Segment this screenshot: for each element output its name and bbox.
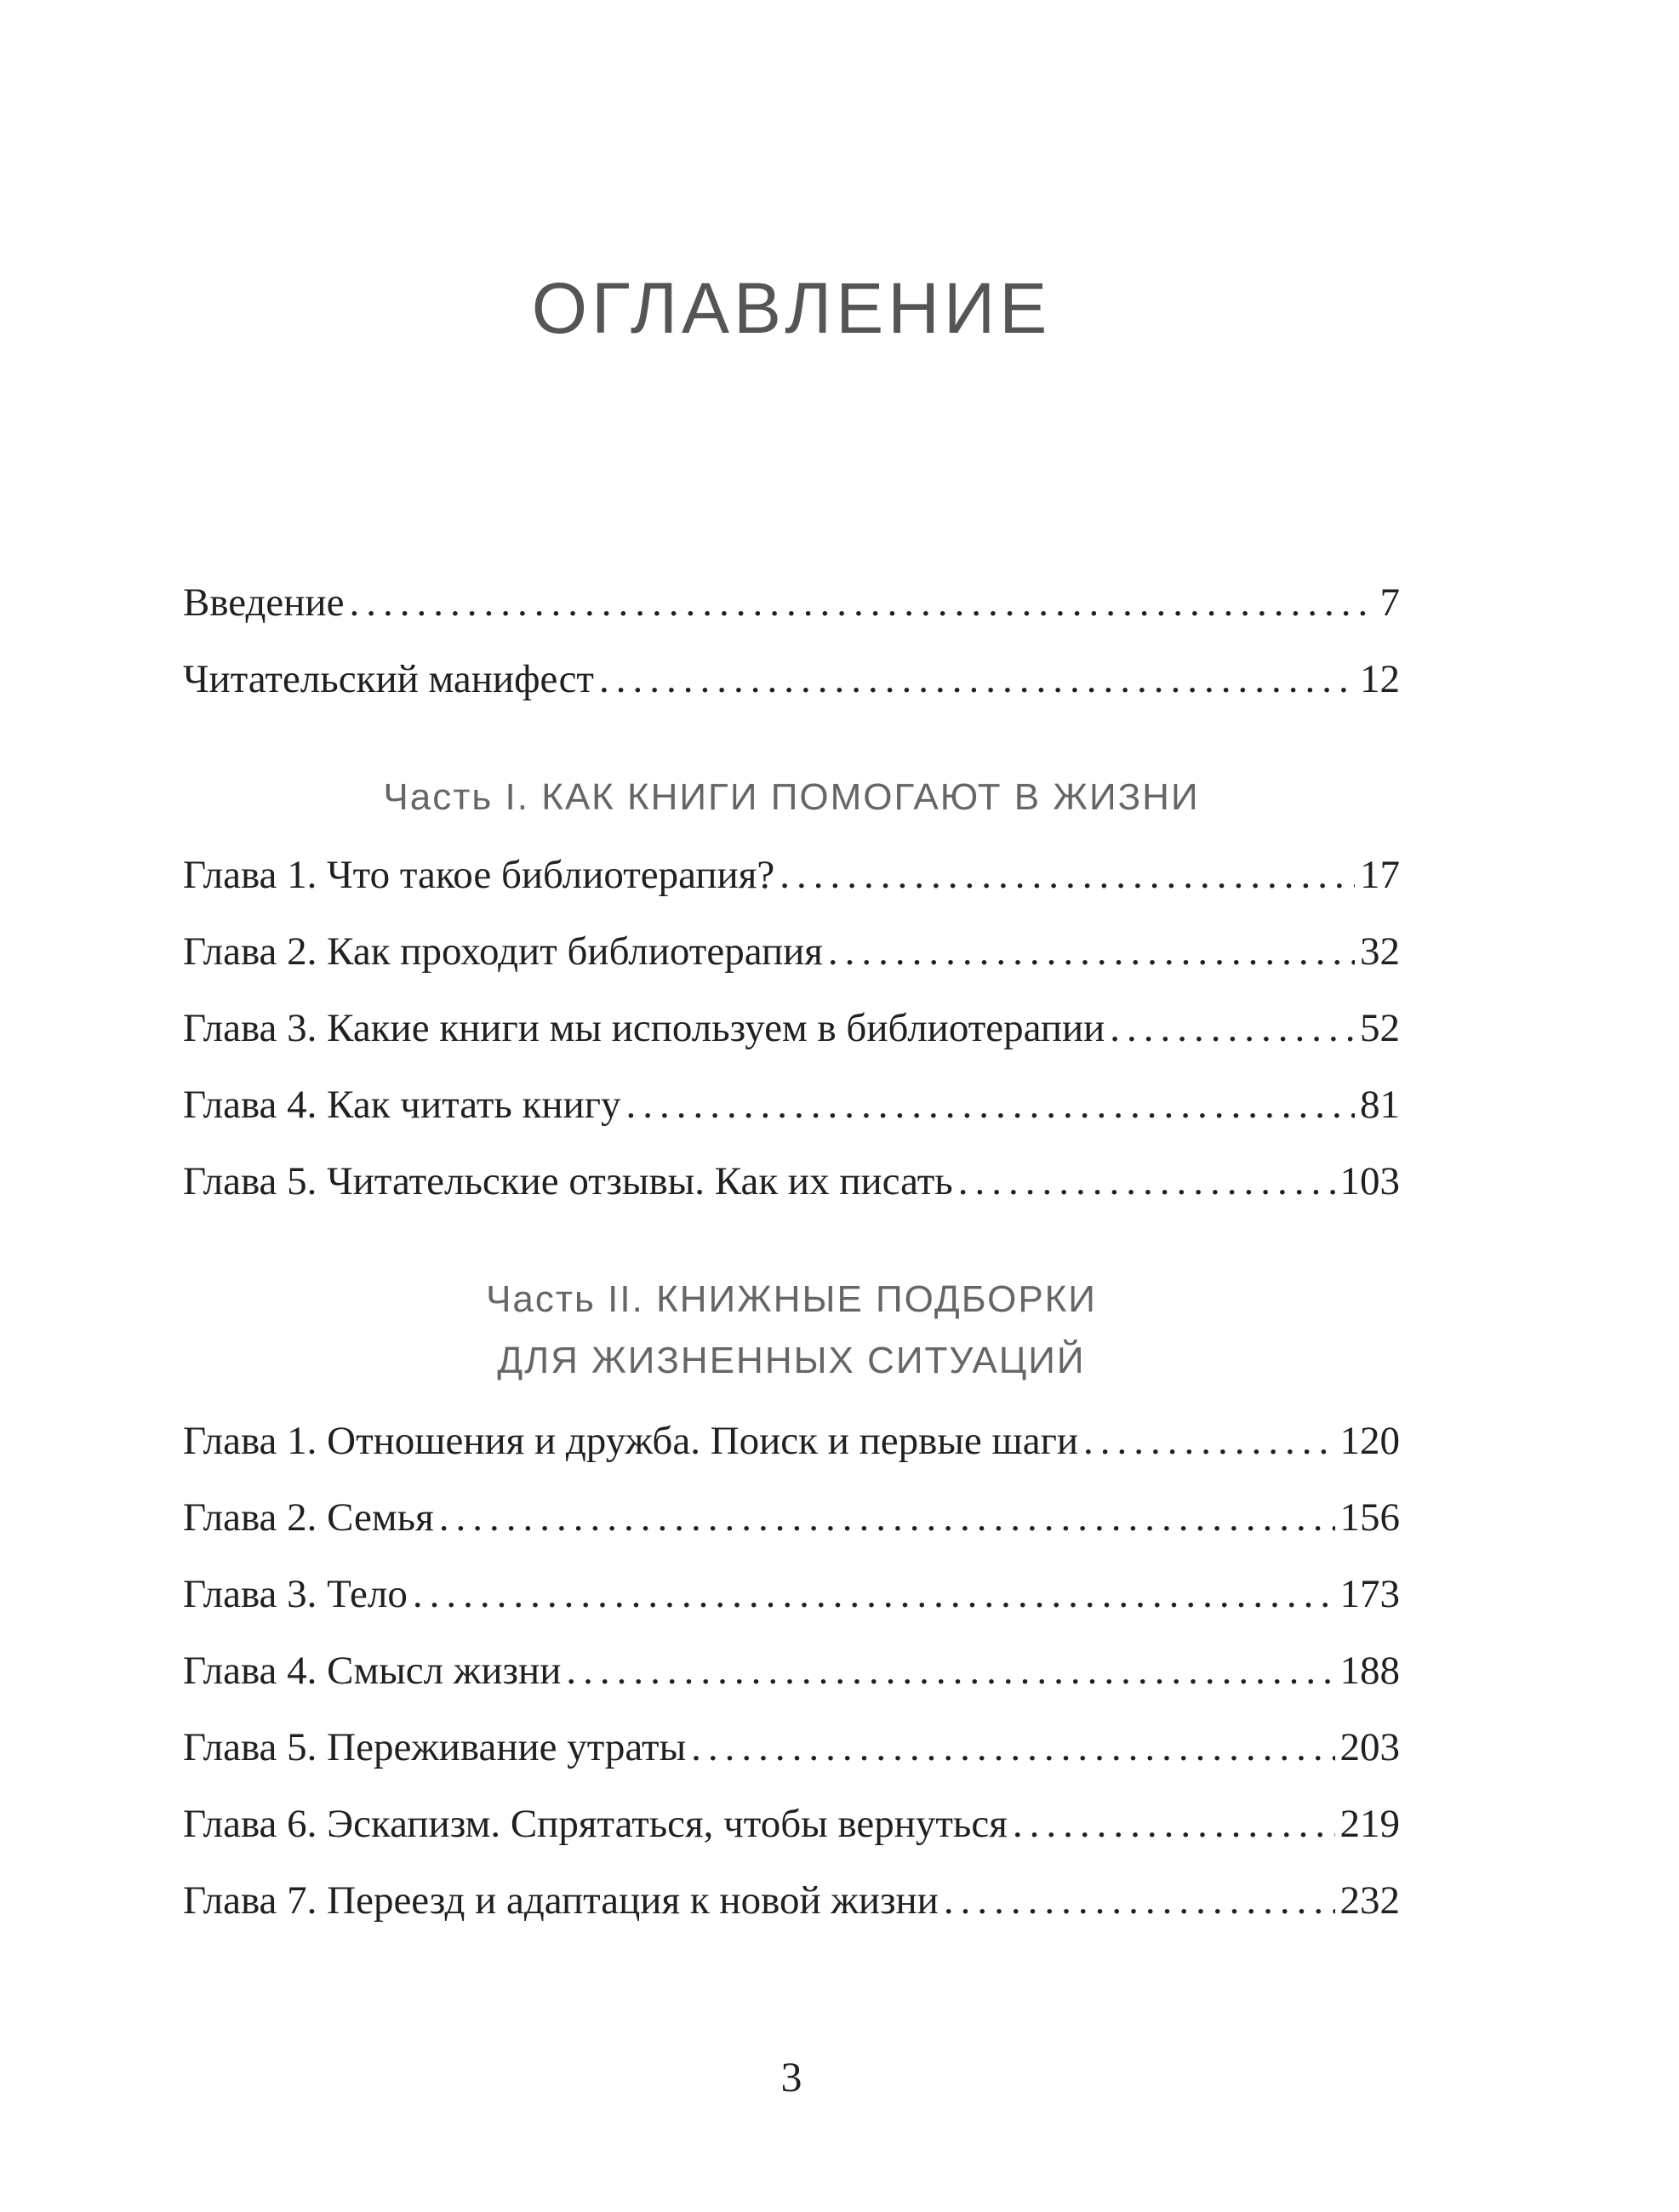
toc-entry-page: 156: [1339, 1495, 1400, 1540]
dot-leader: [1013, 1804, 1335, 1844]
toc-entry-label: Глава 2. Как проходит библиотерапия: [183, 929, 823, 974]
toc-entry-label: Глава 3. Тело: [183, 1572, 408, 1616]
toc-entry-part2-chapter4[interactable]: [183, 1651, 1400, 1691]
toc-entry-label: Глава 3. Какие книги мы используем в библиотерапии: [183, 1006, 1105, 1050]
dot-leader: [1110, 1009, 1355, 1049]
toc-entry-part1-chapter4[interactable]: [183, 1085, 1400, 1125]
toc-entry-page: 203: [1339, 1725, 1400, 1769]
toc-entry-part2-chapter1[interactable]: [183, 1421, 1400, 1461]
dot-leader: [958, 1162, 1335, 1202]
dot-leader: [599, 660, 1355, 700]
toc-entry-label: Глава 6. Эскапизм. Спрятаться, чтобы вернуться: [183, 1802, 1008, 1846]
toc-entry-part1-chapter5[interactable]: [183, 1159, 1400, 1203]
toc-entry-page: 81: [1360, 1083, 1400, 1127]
toc-entry-part1-chapter3[interactable]: [183, 1006, 1400, 1050]
dot-leader: [413, 1575, 1335, 1615]
page-title: ОГЛАВЛЕНИЕ: [531, 268, 1052, 348]
toc-entry-label: Глава 4. Смысл жизни: [183, 1649, 562, 1693]
part-1-heading: Часть I. КАК КНИГИ ПОМОГАЮТ В ЖИЗНИ: [383, 776, 1200, 818]
toc-entry-part2-chapter6[interactable]: [183, 1804, 1400, 1844]
toc-entry-part1-chapter1[interactable]: [183, 855, 1400, 895]
toc-entry-page: 32: [1360, 929, 1400, 974]
toc-entry-introduction[interactable]: [183, 580, 1400, 625]
toc-entry-label: Глава 7. Переезд и адаптация к новой жизни: [183, 1878, 939, 1923]
toc-entry-page: 103: [1339, 1159, 1400, 1203]
toc-entry-page: 232: [1339, 1878, 1400, 1923]
toc-entry-manifesto[interactable]: [183, 657, 1400, 701]
dot-leader: [780, 855, 1355, 895]
dot-leader: [439, 1498, 1335, 1538]
part-2-heading-line2: ДЛЯ ЖИЗНЕННЫХ СИТУАЦИЙ: [497, 1340, 1086, 1381]
toc-entry-label: Глава 5. Переживание утраты: [183, 1725, 687, 1769]
dot-leader: [626, 1085, 1356, 1125]
dot-leader: [691, 1728, 1334, 1768]
toc-entry-page: 7: [1379, 580, 1400, 625]
toc-entry-part2-chapter7[interactable]: [183, 1878, 1400, 1923]
toc-entry-page: 52: [1360, 1006, 1400, 1050]
toc-entry-label: Глава 5. Читательские отзывы. Как их писать: [183, 1159, 953, 1203]
page-number: 3: [780, 2053, 802, 2101]
toc-entry-page: 188: [1339, 1649, 1400, 1693]
toc-entry-page: 219: [1339, 1802, 1400, 1846]
toc-entry-page: 120: [1339, 1419, 1400, 1463]
toc-entry-label: Глава 1. Что такое библиотерапия?: [183, 853, 775, 897]
toc-entry-part2-chapter3[interactable]: [183, 1572, 1400, 1616]
toc-entry-label: Глава 4. Как читать книгу: [183, 1083, 621, 1127]
toc-entry-label: Глава 2. Семья: [183, 1495, 434, 1540]
toc-entry-part1-chapter2[interactable]: [183, 929, 1400, 974]
toc-entry-page: 12: [1360, 657, 1400, 701]
toc-entry-label: Глава 1. Отношения и дружба. Поиск и первые шаги: [183, 1419, 1079, 1463]
toc-entry-part2-chapter5[interactable]: [183, 1725, 1400, 1769]
toc-entry-label: Читательский манифест: [183, 657, 594, 701]
dot-leader: [349, 583, 1374, 623]
dot-leader: [1083, 1421, 1334, 1461]
toc-entry-label: Введение: [183, 580, 345, 625]
toc-entry-page: 17: [1360, 853, 1400, 897]
toc-entry-part2-chapter2[interactable]: [183, 1495, 1400, 1540]
part-2-heading-line1: Часть II. КНИЖНЫЕ ПОДБОРКИ: [486, 1278, 1097, 1320]
toc-entry-page: 173: [1339, 1572, 1400, 1616]
dot-leader: [566, 1651, 1334, 1691]
dot-leader: [944, 1881, 1335, 1921]
dot-leader: [828, 932, 1355, 972]
